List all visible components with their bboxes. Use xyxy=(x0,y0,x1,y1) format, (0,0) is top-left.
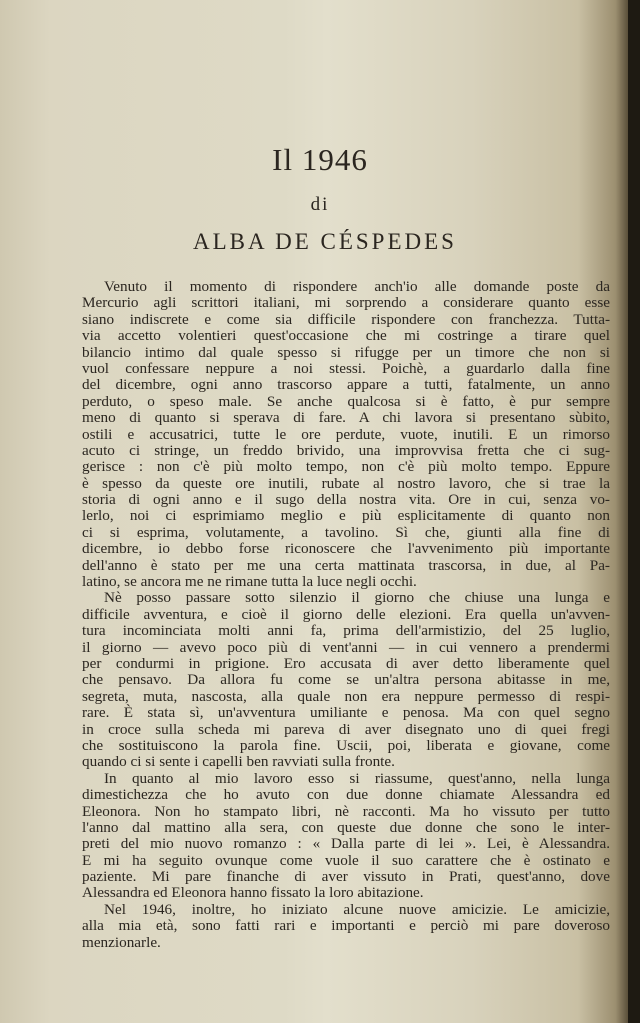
text-line: Eleonora. Non ho stampato libri, nè racconti. Ma ho vissuto per tutto xyxy=(82,802,610,820)
text-line: acuto ci stringe, un freddo brivido, una improvvisa fretta che ci sug- xyxy=(82,441,610,459)
text-line: latino, se ancora me ne rimane tutta la luce negli occhi. xyxy=(82,573,417,591)
text-line: Nè posso passare sotto silenzio il giorno che chiuse una lunga e xyxy=(104,589,610,607)
text-line: siano indiscrete e come sia difficile rispondere con franchezza. Tutta- xyxy=(82,310,610,328)
text-line: bilancio intimo dal quale spesso si rifugge per un timore che non si xyxy=(82,343,610,361)
text-line: menzionarle. xyxy=(82,933,161,951)
text-line: gerisce : non c'è più molto tempo, non c'è più molto tempo. Eppure xyxy=(82,458,610,476)
text-line: paziente. Mi pare finanche di aver vissuto in Prati, quest'anno, dove xyxy=(82,868,610,886)
text-line: difficile avventura, e cioè il giorno delle elezioni. Era quella un'avven- xyxy=(82,605,610,623)
text-line: che pensavo. Da allora fu come se un'altra persona abitasse in me, xyxy=(82,671,610,689)
text-line: Mercurio agli scrittori italiani, mi sorprendo a considerare quanto esse xyxy=(82,294,610,312)
text-line: ci si esprima, volutamente, a tavolino. Sì che, giunti alla fine di xyxy=(82,523,610,541)
text-line: è spesso da queste ore inutili, rubate al nostro lavoro, che si trae la xyxy=(82,474,610,492)
text-line: per condurmi in prigione. Ero accusata di aver detto liberamente quel xyxy=(82,654,610,672)
text-line: lerlo, noi ci esprimiamo meglio e più esplicitamente di quanto non xyxy=(82,507,610,525)
text-line: Alessandra ed Eleonora hanno fissato la loro abitazione. xyxy=(82,884,424,902)
article-title: Il 1946 xyxy=(272,142,368,177)
text-line: storia di ogni anno e il sugo della nostra vita. Ore in cui, senza vo- xyxy=(82,491,610,509)
text-line: alla mia età, sono fatti rari e importanti e perciò mi pare doveroso xyxy=(82,917,610,935)
byline-prefix: di xyxy=(310,194,330,215)
text-line: dimestichezza che ho avuto con due donne chiamate Alessandra ed xyxy=(82,786,610,804)
paragraph xyxy=(82,279,610,590)
text-line: quando ci si sente i capelli ben ravviati sulla fronte. xyxy=(82,753,395,771)
text-line: Nel 1946, inoltre, ho iniziato alcune nuove amicizie. Le amicizie, xyxy=(104,900,610,918)
paragraph xyxy=(82,590,610,770)
text-line: meno di quanto si sperava di fare. A chi lavora si presentano sùbito, xyxy=(82,409,610,427)
text-line: ostili e accusatrici, tutte le ore perdute, vuote, inutili. E un rimorso xyxy=(82,425,610,443)
text-line: segreta, muta, nascosta, alla quale non era neppure permesso di respi- xyxy=(82,687,610,705)
text-line: via accetto volentieri quest'occasione che mi costringe a tirare quel xyxy=(82,327,610,345)
page-edge-shadow xyxy=(628,0,640,1023)
text-line: il giorno — avevo poco più di vent'anni — in cui vennero a prendermi xyxy=(82,638,610,656)
text-line: perduto, o speso male. Se anche qualcosa si è fatto, è pur sempre xyxy=(82,392,610,410)
text-line: E mi ha seguito ovunque come vuole il suo carattere che è ostinato e xyxy=(82,851,610,869)
text-line: preti del mio nuovo romanzo : « Dalla parte di lei ». Lei, è Alessandra. xyxy=(82,835,610,853)
text-line: Venuto il momento di rispondere anch'io alle domande poste da xyxy=(104,278,610,295)
paragraph xyxy=(82,771,610,902)
author-name: ALBA DE CÉSPEDES xyxy=(193,229,457,254)
text-line: dell'anno è stato per me una certa mattinata trascorsa, in due, al Pa- xyxy=(82,556,610,574)
text-line: vuol confessare neppure a noi stessi. Poichè, a guardarlo dalla fine xyxy=(82,359,610,377)
text-line: in croce sulla scheda mi pareva di aver disegnato uno di quei fregi xyxy=(82,720,610,738)
text-line: dicembre, io debbo forse riconoscere che l'avvenimento più importante xyxy=(82,540,610,558)
paragraph xyxy=(82,902,610,951)
text-line: del dicembre, ogni anno trascorso appare a tutti, fatalmente, un anno xyxy=(82,376,610,394)
text-line: In quanto al mio lavoro esso si riassume, quest'anno, nella lunga xyxy=(104,769,610,787)
text-line: tura incominciata molti anni fa, prima dell'armistizio, del 25 luglio, xyxy=(82,622,610,640)
text-line: rare. È stata sì, un'avventura umiliante e penosa. Ma con quel segno xyxy=(82,704,610,722)
article-body xyxy=(82,279,610,951)
text-line: l'anno dal mattino alla sera, con queste due donne che sono le inter- xyxy=(82,818,610,836)
text-line: che sostituiscono la parola fine. Uscii, poi, liberata e giovane, come xyxy=(82,736,610,754)
